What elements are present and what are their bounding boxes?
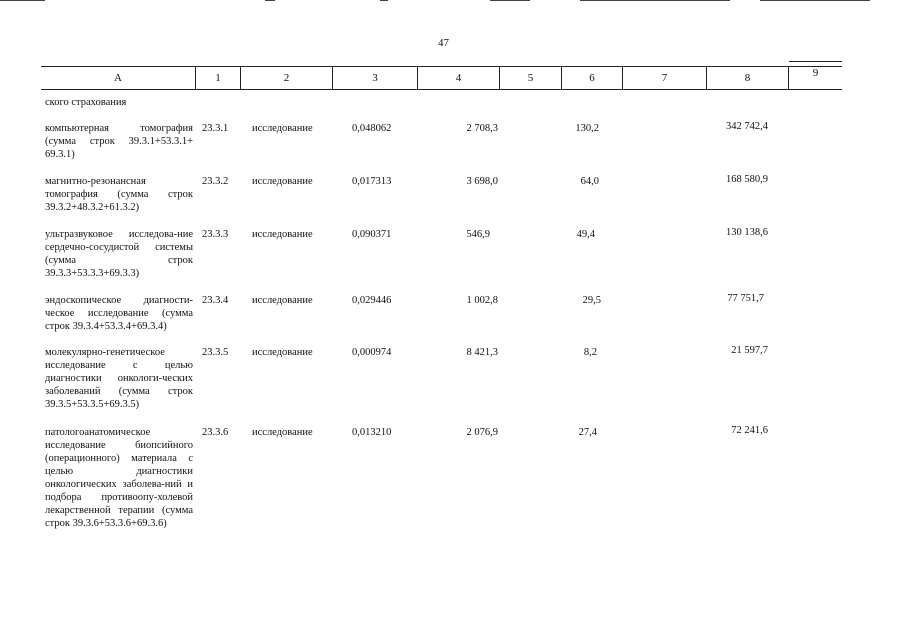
row-name: эндоскопическое диагности-ческое исследование (сумма строк 39.3.4+53.3.4+69.3.4) bbox=[45, 295, 193, 332]
row-col3: 0,000974 bbox=[352, 347, 392, 358]
row-col4: 3 698,0 bbox=[466, 176, 498, 187]
row-col8: 77 751,7 bbox=[727, 293, 764, 304]
row-col4: 1 002,8 bbox=[466, 295, 498, 306]
row-col8: 21 597,7 bbox=[731, 345, 768, 356]
scan-mark bbox=[760, 0, 870, 1]
row-col6: 29,5 bbox=[582, 295, 601, 306]
row-col8: 130 138,6 bbox=[726, 227, 768, 238]
header-cell: 2 bbox=[241, 67, 333, 89]
row-unit: исследование bbox=[252, 347, 313, 358]
row-name: молекулярно-генетическое исследование с целью диагностики онкологи-ческих заболеваний (сумма строк 39.3.5+53.3.5+69.3.5) bbox=[45, 347, 193, 410]
row-name: ультразвуковое исследова-ние сердечно-сосудистой системы (сумма строк 39.3.3+53.3.3+69.3.3) bbox=[45, 229, 193, 279]
row-col6: 130,2 bbox=[575, 123, 599, 134]
row-unit: исследование bbox=[252, 295, 313, 306]
header-cell: 4 bbox=[418, 67, 500, 89]
row-unit: исследование bbox=[252, 176, 313, 187]
row-col3: 0,017313 bbox=[352, 176, 392, 187]
header-cell: 9 bbox=[789, 61, 842, 84]
row-col3: 0,048062 bbox=[352, 123, 392, 134]
scan-mark bbox=[265, 0, 275, 1]
row-col6: 27,4 bbox=[578, 427, 597, 438]
header-cell: 6 bbox=[562, 67, 623, 89]
row-col4: 2 076,9 bbox=[466, 427, 498, 438]
header-cell: 8 bbox=[707, 67, 789, 89]
scan-mark bbox=[580, 0, 730, 1]
row-col8: 342 742,4 bbox=[726, 121, 768, 132]
scan-mark bbox=[490, 0, 530, 1]
row-col3: 0,029446 bbox=[352, 295, 392, 306]
row-col4: 2 708,3 bbox=[466, 123, 498, 134]
row-unit: исследование bbox=[252, 229, 313, 240]
row-code: 23.3.3 bbox=[202, 229, 229, 240]
row-code: 23.3.5 bbox=[202, 347, 229, 358]
row-unit: исследование bbox=[252, 123, 313, 134]
row-code: 23.3.1 bbox=[202, 123, 229, 134]
continuation-text: ского страхования bbox=[45, 97, 127, 108]
row-name: патологоанатомическое исследование биопсийного (операционного) материала с целью диагностики онкологических заболева-ний и подбора противоопу-холевой лекарственной терапии (сумма строк 39.3.6+53.3.6+69.3.6) bbox=[45, 427, 193, 529]
row-col6: 8,2 bbox=[583, 347, 597, 358]
header-cell: 5 bbox=[500, 67, 562, 89]
page-number: 47 bbox=[438, 37, 449, 49]
header-cell: 7 bbox=[623, 67, 707, 89]
header-cell: А bbox=[41, 67, 196, 89]
row-name: магнитно-резонансная томография (сумма строк 39.3.2+48.3.2+61.3.2) bbox=[45, 176, 193, 213]
row-col6: 64,0 bbox=[580, 176, 599, 187]
row-code: 23.3.2 bbox=[202, 176, 229, 187]
scan-mark bbox=[0, 0, 45, 1]
row-col4: 8 421,3 bbox=[466, 347, 498, 358]
header-cell: 1 bbox=[196, 67, 241, 89]
header-cell: 3 bbox=[333, 67, 418, 89]
scan-mark bbox=[380, 0, 388, 1]
row-name: компьютерная томография (сумма строк 39.3.1+53.3.1+ 69.3.1) bbox=[45, 123, 193, 160]
row-col8: 168 580,9 bbox=[726, 174, 768, 185]
table-header bbox=[41, 66, 842, 90]
row-col6: 49,4 bbox=[576, 229, 595, 240]
row-col3: 0,013210 bbox=[352, 427, 392, 438]
row-col4: 546,9 bbox=[466, 229, 490, 240]
row-col3: 0,090371 bbox=[352, 229, 392, 240]
row-code: 23.3.6 bbox=[202, 427, 229, 438]
row-col8: 72 241,6 bbox=[731, 425, 768, 436]
row-unit: исследование bbox=[252, 427, 313, 438]
row-code: 23.3.4 bbox=[202, 295, 229, 306]
